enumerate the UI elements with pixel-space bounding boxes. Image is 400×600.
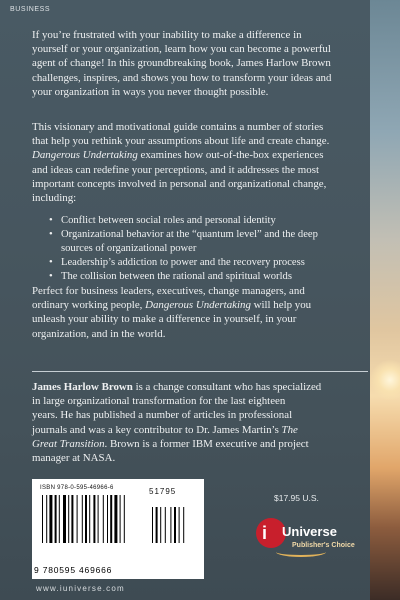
audience-paragraph bbox=[32, 284, 362, 341]
iuniverse-logo bbox=[256, 516, 355, 566]
guide-line: This visionary and motivational guide contains a number of stories bbox=[32, 121, 324, 133]
bio-line: in large organizational transformation for the last eighteen bbox=[32, 395, 286, 408]
bullet-text: Organizational behavior at the “quantum level” and the deep bbox=[61, 229, 318, 240]
bio-text: is a change consultant who has specialized bbox=[132, 381, 322, 393]
bullet-item bbox=[49, 270, 349, 284]
barcode-bars bbox=[40, 495, 196, 551]
audience-line: unleash your ability to make a difference in yourself, in your bbox=[32, 313, 297, 326]
bio-line: years. He has published a number of articles in professional bbox=[32, 409, 293, 422]
isbn-label: ISBN 978-0-595-46966-6 bbox=[40, 485, 114, 491]
section-divider bbox=[32, 371, 368, 372]
guide-line: including: bbox=[32, 192, 77, 205]
intro-line: yourself or your organization, learn how you can become a powerful bbox=[32, 43, 331, 56]
price-code: 51795 bbox=[149, 487, 177, 496]
logo-swoosh-icon bbox=[276, 547, 326, 557]
retail-price: $17.95 U.S. bbox=[274, 493, 319, 503]
bullet-dot: • bbox=[49, 229, 53, 240]
book-title: Dangerous Undertaking bbox=[145, 299, 251, 312]
intro-paragraph bbox=[32, 28, 362, 99]
barcode-digits: 9 780595 469666 bbox=[34, 565, 113, 575]
bullet-dot: • bbox=[49, 271, 53, 282]
audience-text: ordinary working people, bbox=[32, 299, 146, 312]
guide-line: and ideas can redefine your perceptions, and it addresses the most bbox=[32, 163, 319, 176]
topic-bullet-list bbox=[49, 214, 349, 284]
author-name: James Harlow Brown bbox=[32, 381, 133, 393]
intro-line: agent of change! In this groundbreaking book, James Harlow Brown bbox=[32, 57, 331, 70]
sun-glow bbox=[370, 360, 400, 400]
bullet-item bbox=[49, 228, 349, 256]
bio-line bbox=[32, 423, 362, 437]
bio-text: journals and was a key contributor to Dr. James Martin’s bbox=[32, 423, 282, 436]
guide-line: that help you rethink your assumptions about life and create change. bbox=[32, 135, 330, 148]
guide-line-text: examines how out-of-the-box experiences bbox=[137, 149, 324, 162]
guide-paragraph bbox=[32, 120, 362, 205]
book-title: Dangerous Undertaking bbox=[32, 149, 138, 162]
intro-line: challenges, inspires, and shows you how to transform your ideas and bbox=[32, 71, 332, 84]
bullet-text: sources of organizational power bbox=[61, 243, 197, 254]
sunset-photo-strip bbox=[370, 0, 400, 600]
intro-line: If you’re frustrated with your inability to make a difference in bbox=[32, 29, 302, 41]
guide-line bbox=[32, 148, 362, 162]
bullet-item bbox=[49, 214, 349, 228]
author-bio-paragraph bbox=[32, 380, 362, 465]
intro-line: your organization in ways you never thought possible. bbox=[32, 85, 269, 98]
bullet-text: Conflict between social roles and personal identity bbox=[61, 215, 276, 226]
publisher-tagline: Publisher's Choice bbox=[292, 542, 355, 549]
bullet-text: The collision between the rational and spiritual worlds bbox=[61, 271, 292, 282]
bio-text: . Brown is a former IBM executive and project bbox=[104, 437, 309, 450]
guide-line: important concepts involved in personal and organizational change, bbox=[32, 177, 327, 190]
bullet-text: Leadership’s addiction to power and the recovery process bbox=[61, 257, 305, 268]
bio-line bbox=[32, 437, 362, 451]
bio-line: manager at NASA. bbox=[32, 452, 116, 465]
bullet-dot: • bbox=[49, 257, 53, 268]
referenced-book-title: The bbox=[281, 423, 298, 436]
audience-line: organization, and in the world. bbox=[32, 327, 166, 340]
audience-line: Perfect for business leaders, executives, change managers, and bbox=[32, 285, 305, 297]
bullet-item bbox=[49, 256, 349, 270]
referenced-book-title: Great Transition bbox=[32, 437, 105, 450]
category-label: BUSINESS bbox=[10, 6, 51, 13]
audience-text: will help you bbox=[250, 299, 312, 312]
bullet-dot: • bbox=[49, 215, 53, 226]
audience-line bbox=[32, 298, 362, 312]
isbn-barcode bbox=[32, 479, 204, 579]
publisher-url: www.iuniverse.com bbox=[36, 584, 125, 593]
logo-mark-letter: i bbox=[262, 523, 268, 543]
publisher-name: Universe bbox=[282, 524, 337, 539]
bio-line bbox=[32, 380, 362, 394]
